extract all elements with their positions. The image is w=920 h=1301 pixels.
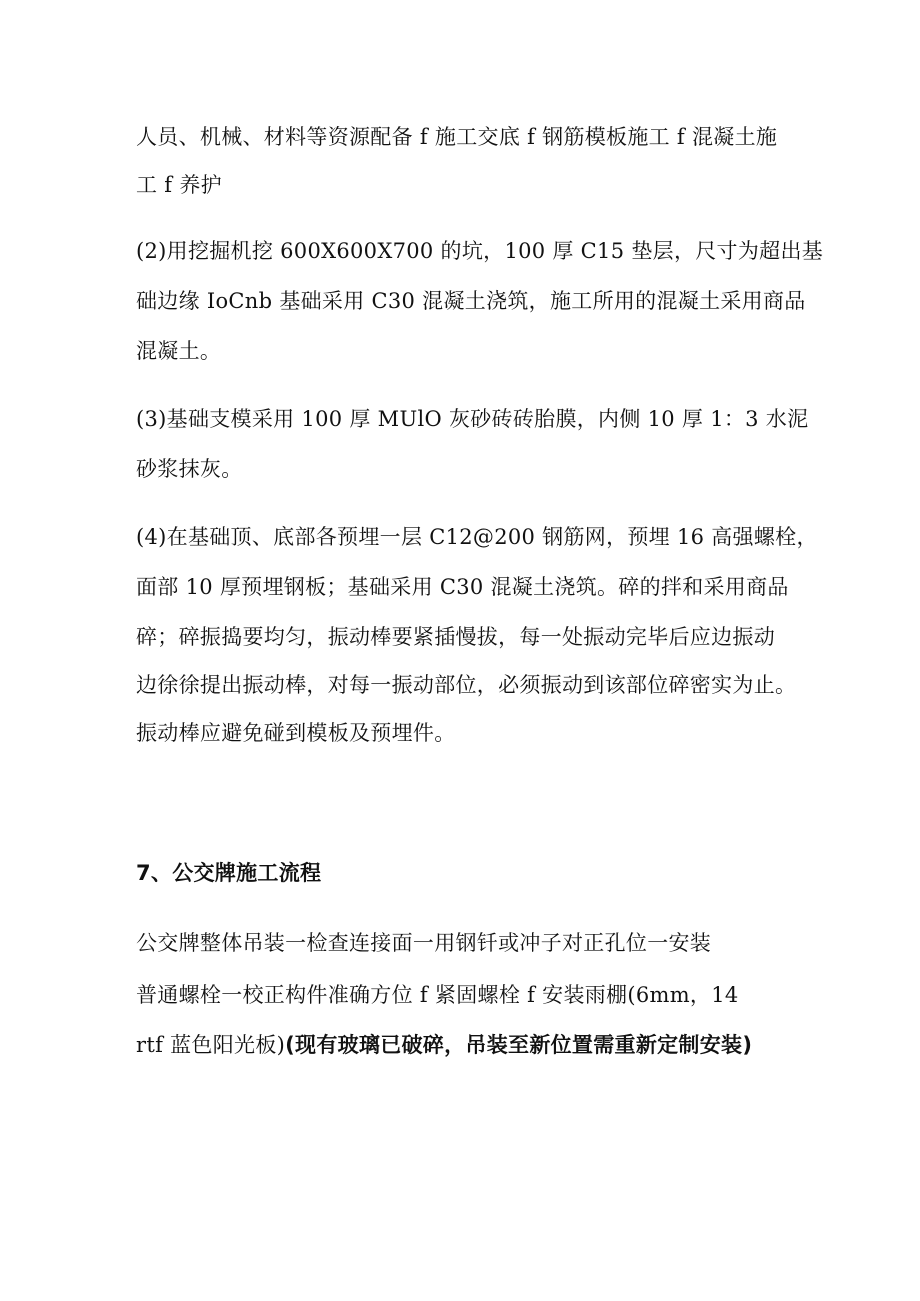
section-7-line-3-bold-note: (现有玻璃已破碎，吊装至新位置需重新定制安装)	[285, 1033, 753, 1057]
section-7-line-3	[136, 1030, 752, 1060]
item-4-line-5: 振动棒应避免碰到模板及预埋件。	[136, 721, 456, 745]
item-4-line-1: (4)在基础顶、底部各预埋一层 C12@200 钢筋网，预埋 16 高强螺栓，	[136, 525, 818, 549]
section-7-line-1: 公交牌整体吊装一检查连接面一用钢钎或冲子对正孔位一安装	[136, 931, 712, 955]
item-3-line-1: (3)基础支模采用 100 厚 MUlO 灰砂砖砖胎膜，内侧 10 厚 1：3 水泥	[136, 407, 809, 431]
item-4-line-2: 面部 10 厚预埋钢板；基础采用 C30 混凝土浇筑。碎的拌和采用商品	[136, 575, 789, 599]
section-7-line-2: 普通螺栓一校正构件准确方位 f 紧固螺栓 f 安装雨棚(6mm，14	[136, 983, 739, 1007]
section-7-line-3-normal: rtf 蓝色阳光板)	[136, 1033, 286, 1057]
item-4-line-3: 碎；碎振捣要均匀，振动棒要紧插慢拔，每一处振动完毕后应边振动	[136, 625, 775, 649]
section-7-heading: 7、公交牌施工流程	[136, 861, 322, 885]
process-flow-line-1: 人员、机械、材料等资源配备 f 施工交底 f 钢筋模板施工 f 混凝土施	[136, 125, 778, 149]
item-2-line-3: 混凝土。	[136, 339, 222, 363]
item-2-line-2: 础边缘 IoCnb 基础采用 C30 混凝土浇筑，施工所用的混凝土采用商品	[136, 289, 806, 313]
process-flow-line-2: 工 f 养护	[136, 173, 222, 197]
item-4-line-4: 边徐徐提出振动棒，对每一振动部位，必须振动到该部位碎密实为止。	[136, 673, 797, 697]
item-2-line-1: (2)用挖掘机挖 600X600X700 的坑，100 厚 C15 垫层，尺寸为超出基	[136, 239, 824, 263]
item-3-line-2: 砂浆抹灰。	[136, 457, 243, 481]
